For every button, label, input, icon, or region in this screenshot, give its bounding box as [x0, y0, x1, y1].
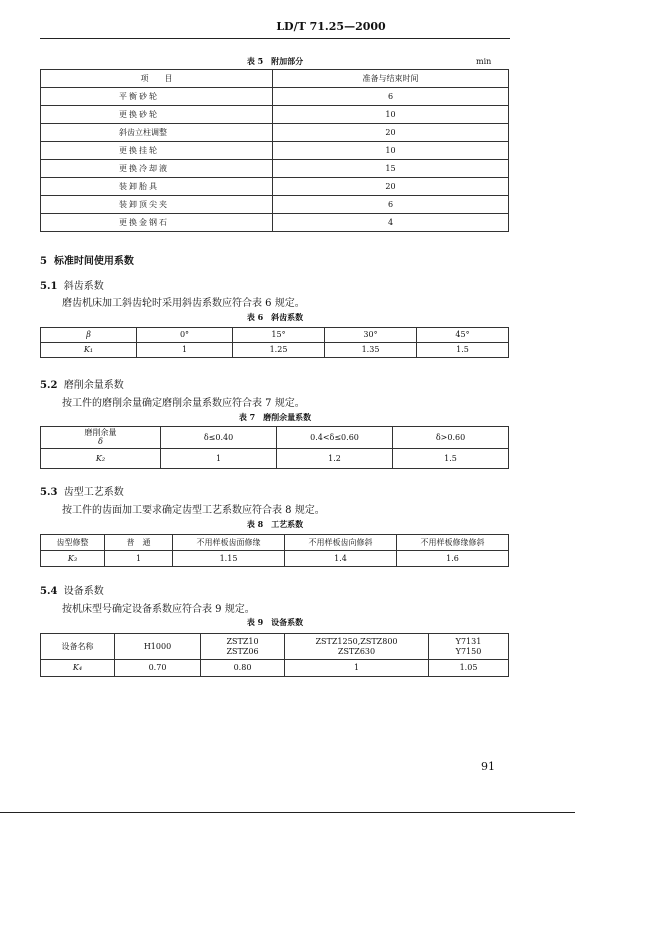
subsection-title: 斜齿系数: [63, 281, 104, 292]
table8-cell: 不用样板齿向修斜: [285, 535, 397, 551]
doc-number: LD/T 71.25—2000: [276, 20, 386, 33]
table-row: [41, 106, 509, 124]
section-title: 标准时间使用系数: [53, 256, 134, 267]
table7-cell: δ≤0.40: [161, 427, 277, 449]
table9-model: Y7150: [455, 646, 482, 656]
subsection-5-1-text: 磨齿机床加工斜齿轮时采用斜齿系数应符合表 6 规定。: [62, 298, 305, 309]
table8-cell: 不用样板修缘修斜: [397, 535, 509, 551]
table-row: [41, 88, 509, 106]
table8-cell: 1.4: [285, 551, 397, 567]
subsection-number: 5.4: [40, 586, 58, 597]
table6-cell: 45°: [417, 328, 509, 343]
table5-time: 10: [273, 142, 509, 160]
table8-cell: K₃: [41, 551, 105, 567]
subsection-5-2-heading: [40, 376, 124, 391]
table-row: [41, 142, 509, 160]
subsection-5-3-heading: [40, 483, 124, 498]
table9-cell: 0.70: [115, 660, 201, 677]
table5-item: 装卸胎具: [41, 178, 273, 196]
table5: [40, 69, 509, 232]
table9-caption: 表 9 设备系数: [246, 617, 304, 627]
table5-time: 4: [273, 214, 509, 232]
table6-cell: 1.5: [417, 343, 509, 358]
table9-model: ZSTZ630: [337, 646, 376, 656]
table5-item: 更换金钢石: [41, 214, 273, 232]
table9-cell: 0.80: [201, 660, 285, 677]
table9-cell: H1000: [115, 634, 201, 660]
table9-cell: [429, 634, 509, 660]
table8-cell: 1.6: [397, 551, 509, 567]
table-row: [41, 178, 509, 196]
table7-head: [41, 427, 161, 449]
table7-cell: 1: [161, 449, 277, 469]
table5-item: 更换冷却液: [41, 160, 273, 178]
table6-cell: β: [41, 328, 137, 343]
subsection-title: 磨削余量系数: [63, 380, 124, 391]
bottom-rule: [0, 812, 575, 813]
table5-item: 更换砂轮: [41, 106, 273, 124]
table5-time: 20: [273, 124, 509, 142]
table-row: [41, 196, 509, 214]
table5-item: 更换挂轮: [41, 142, 273, 160]
subsection-number: 5.1: [40, 281, 58, 292]
subsection-title: 齿型工艺系数: [63, 487, 124, 498]
table8-cell: 1: [105, 551, 173, 567]
subsection-5-4-text: 按机床型号确定设备系数应符合表 9 规定。: [62, 604, 255, 615]
table6-cell: 0°: [137, 328, 233, 343]
table6-cell: 15°: [233, 328, 325, 343]
table9-model: ZSTZ1250,ZSTZ800: [315, 637, 398, 647]
table9-cell: [201, 634, 285, 660]
table5-time: 10: [273, 106, 509, 124]
table7-cell: 1.5: [393, 449, 509, 469]
table8-cell: 齿型修整: [41, 535, 105, 551]
table-row: [41, 551, 509, 567]
table8-cell: 1.15: [173, 551, 285, 567]
table5-unit: min: [476, 57, 492, 66]
table7-cell: δ>0.60: [393, 427, 509, 449]
section-5-heading: [40, 252, 134, 267]
table8: [40, 534, 509, 567]
table7: [40, 426, 509, 469]
table6-cell: 30°: [325, 328, 417, 343]
table8-caption: 表 8 工艺系数: [246, 519, 304, 529]
table7-caption: 表 7 磨削余量系数: [238, 412, 312, 422]
table-row: [41, 660, 509, 677]
table5-item: 斜齿立柱调整: [41, 124, 273, 142]
subsection-5-4-heading: [40, 582, 104, 597]
table7-head-label: 磨削余量: [84, 428, 117, 438]
table-row: [41, 343, 509, 358]
table5-col-item: 项 目: [41, 70, 273, 88]
table5-time: 6: [273, 196, 509, 214]
table5-time: 6: [273, 88, 509, 106]
table-row: [41, 427, 509, 449]
table7-cell: K₂: [41, 449, 161, 469]
table9-model: Y7131: [455, 637, 482, 647]
table7-cell: 0.4<δ≤0.60: [277, 427, 393, 449]
table-row: [41, 535, 509, 551]
table7-head-symbol: δ: [98, 436, 103, 446]
subsection-title: 设备系数: [63, 586, 104, 597]
table6-caption: 表 6 斜齿系数: [246, 312, 304, 322]
table9-cell: 1.05: [429, 660, 509, 677]
header-rule: [40, 38, 510, 39]
table9-cell: 1: [285, 660, 429, 677]
subsection-5-3-text: 按工件的齿面加工要求确定齿型工艺系数应符合表 8 规定。: [62, 505, 325, 516]
table9-model: ZSTZ10: [226, 637, 259, 647]
table6: [40, 327, 509, 358]
table6-cell: K₁: [41, 343, 137, 358]
table-row: [41, 124, 509, 142]
subsection-number: 5.3: [40, 487, 58, 498]
table8-cell: 不用样板齿面修缘: [173, 535, 285, 551]
section-number: 5: [40, 256, 47, 267]
table9-model: ZSTZ06: [226, 646, 259, 656]
table6-cell: 1.25: [233, 343, 325, 358]
table6-cell: 1.35: [325, 343, 417, 358]
page-number: 91: [481, 760, 495, 773]
table9-cell: [285, 634, 429, 660]
table5-col-time: 准备与结束时间: [273, 70, 509, 88]
table8-cell: 普 通: [105, 535, 173, 551]
table5-time: 15: [273, 160, 509, 178]
table-row: [41, 634, 509, 660]
table9-cell: K₄: [41, 660, 115, 677]
table5-time: 20: [273, 178, 509, 196]
table5-item: 平衡砂轮: [41, 88, 273, 106]
table-row: [41, 160, 509, 178]
table5-item: 装卸顶尖夹: [41, 196, 273, 214]
table6-cell: 1: [137, 343, 233, 358]
subsection-5-2-text: 按工件的磨削余量确定磨削余量系数应符合表 7 规定。: [62, 398, 305, 409]
table-row: [41, 328, 509, 343]
table7-cell: 1.2: [277, 449, 393, 469]
table9-cell: 设备名称: [41, 634, 115, 660]
table-row: [41, 449, 509, 469]
table-row: [41, 214, 509, 232]
table5-caption: 表 5 附加部分: [246, 56, 304, 66]
table-row: [41, 70, 509, 88]
subsection-5-1-heading: [40, 277, 104, 292]
subsection-number: 5.2: [40, 380, 58, 391]
table9: [40, 633, 509, 677]
